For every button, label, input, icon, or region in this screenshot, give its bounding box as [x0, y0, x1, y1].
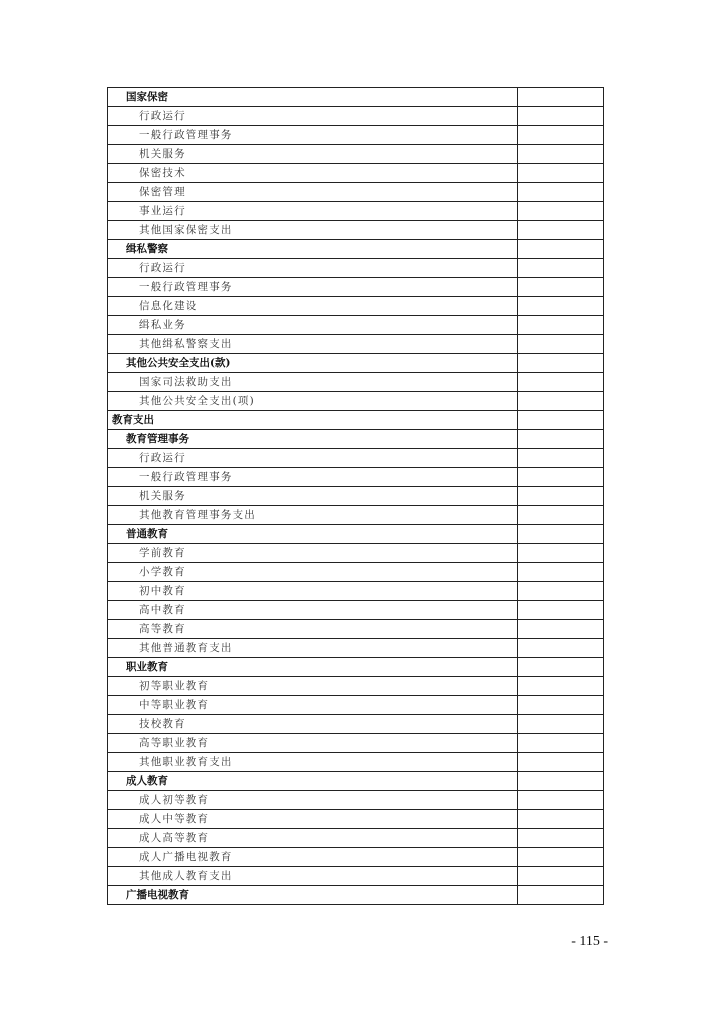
row-label: 职业教育 [108, 658, 518, 677]
table-row [108, 867, 604, 886]
row-label: 其他教育管理事务支出 [108, 506, 518, 525]
row-value-cell [518, 259, 604, 278]
row-label: 保密技术 [108, 164, 518, 183]
row-label: 广播电视教育 [108, 886, 518, 905]
table-row [108, 848, 604, 867]
table-row [108, 582, 604, 601]
row-label: 保密管理 [108, 183, 518, 202]
row-label: 初等职业教育 [108, 677, 518, 696]
row-label: 国家保密 [108, 88, 518, 107]
row-value-cell [518, 183, 604, 202]
row-value-cell [518, 715, 604, 734]
table-row [108, 563, 604, 582]
row-label: 国家司法救助支出 [108, 373, 518, 392]
row-value-cell [518, 867, 604, 886]
row-label: 成人教育 [108, 772, 518, 791]
row-value-cell [518, 430, 604, 449]
row-label: 初中教育 [108, 582, 518, 601]
table-row [108, 202, 604, 221]
table-row [108, 240, 604, 259]
table-row [108, 829, 604, 848]
table-row [108, 107, 604, 126]
row-value-cell [518, 620, 604, 639]
table-row [108, 297, 604, 316]
table-row [108, 278, 604, 297]
row-label: 教育支出 [108, 411, 518, 430]
table-row [108, 886, 604, 905]
row-value-cell [518, 658, 604, 677]
table-row [108, 88, 604, 107]
table-row [108, 354, 604, 373]
table-body [108, 88, 604, 905]
table-row [108, 145, 604, 164]
row-label: 其他公共安全支出(款) [108, 354, 518, 373]
row-label: 其他普通教育支出 [108, 639, 518, 658]
row-label: 机关服务 [108, 145, 518, 164]
table-row [108, 316, 604, 335]
row-label: 机关服务 [108, 487, 518, 506]
page-number: - 115 - [571, 934, 608, 949]
row-value-cell [518, 791, 604, 810]
table-row [108, 772, 604, 791]
table-row [108, 525, 604, 544]
row-value-cell [518, 886, 604, 905]
table-row [108, 468, 604, 487]
row-value-cell [518, 468, 604, 487]
row-value-cell [518, 373, 604, 392]
row-label: 高等职业教育 [108, 734, 518, 753]
row-value-cell [518, 354, 604, 373]
row-value-cell [518, 126, 604, 145]
row-label: 高中教育 [108, 601, 518, 620]
table-row [108, 696, 604, 715]
row-label: 成人初等教育 [108, 791, 518, 810]
table-row [108, 601, 604, 620]
table-row [108, 259, 604, 278]
row-label: 其他缉私警察支出 [108, 335, 518, 354]
table-row [108, 506, 604, 525]
row-value-cell [518, 506, 604, 525]
row-value-cell [518, 221, 604, 240]
row-value-cell [518, 810, 604, 829]
row-value-cell [518, 202, 604, 221]
row-label: 高等教育 [108, 620, 518, 639]
row-label: 其他国家保密支出 [108, 221, 518, 240]
row-value-cell [518, 164, 604, 183]
row-label: 行政运行 [108, 107, 518, 126]
row-value-cell [518, 829, 604, 848]
row-label: 一般行政管理事务 [108, 278, 518, 297]
row-value-cell [518, 639, 604, 658]
table-row [108, 335, 604, 354]
table-row [108, 183, 604, 202]
row-value-cell [518, 107, 604, 126]
table-row [108, 487, 604, 506]
row-value-cell [518, 582, 604, 601]
row-value-cell [518, 278, 604, 297]
table-row [108, 791, 604, 810]
row-value-cell [518, 411, 604, 430]
table-row [108, 221, 604, 240]
row-label: 其他职业教育支出 [108, 753, 518, 772]
row-value-cell [518, 772, 604, 791]
row-value-cell [518, 677, 604, 696]
table-row [108, 658, 604, 677]
table-row [108, 734, 604, 753]
row-label: 成人中等教育 [108, 810, 518, 829]
row-label: 事业运行 [108, 202, 518, 221]
table-row [108, 164, 604, 183]
row-value-cell [518, 145, 604, 164]
table-row [108, 753, 604, 772]
table-row [108, 620, 604, 639]
table-row [108, 715, 604, 734]
row-label: 其他公共安全支出(项) [108, 392, 518, 411]
row-value-cell [518, 525, 604, 544]
budget-table [107, 87, 604, 905]
row-value-cell [518, 88, 604, 107]
row-value-cell [518, 753, 604, 772]
row-value-cell [518, 487, 604, 506]
row-value-cell [518, 392, 604, 411]
table-row [108, 126, 604, 145]
row-value-cell [518, 316, 604, 335]
row-value-cell [518, 240, 604, 259]
row-label: 信息化建设 [108, 297, 518, 316]
row-label: 成人广播电视教育 [108, 848, 518, 867]
table-row [108, 449, 604, 468]
row-label: 缉私警察 [108, 240, 518, 259]
row-value-cell [518, 335, 604, 354]
table-row [108, 430, 604, 449]
row-value-cell [518, 297, 604, 316]
row-label: 中等职业教育 [108, 696, 518, 715]
row-label: 行政运行 [108, 259, 518, 278]
row-value-cell [518, 449, 604, 468]
row-value-cell [518, 848, 604, 867]
row-value-cell [518, 563, 604, 582]
row-value-cell [518, 544, 604, 563]
row-label: 普通教育 [108, 525, 518, 544]
table-row [108, 677, 604, 696]
row-label: 一般行政管理事务 [108, 126, 518, 145]
row-value-cell [518, 734, 604, 753]
row-label: 其他成人教育支出 [108, 867, 518, 886]
table-row [108, 392, 604, 411]
row-label: 缉私业务 [108, 316, 518, 335]
row-label: 成人高等教育 [108, 829, 518, 848]
row-label: 学前教育 [108, 544, 518, 563]
table-row [108, 810, 604, 829]
row-label: 行政运行 [108, 449, 518, 468]
table-row [108, 411, 604, 430]
row-label: 一般行政管理事务 [108, 468, 518, 487]
row-label: 技校教育 [108, 715, 518, 734]
row-value-cell [518, 696, 604, 715]
row-label: 教育管理事务 [108, 430, 518, 449]
table-row [108, 639, 604, 658]
table-row [108, 373, 604, 392]
row-label: 小学教育 [108, 563, 518, 582]
table-row [108, 544, 604, 563]
row-value-cell [518, 601, 604, 620]
